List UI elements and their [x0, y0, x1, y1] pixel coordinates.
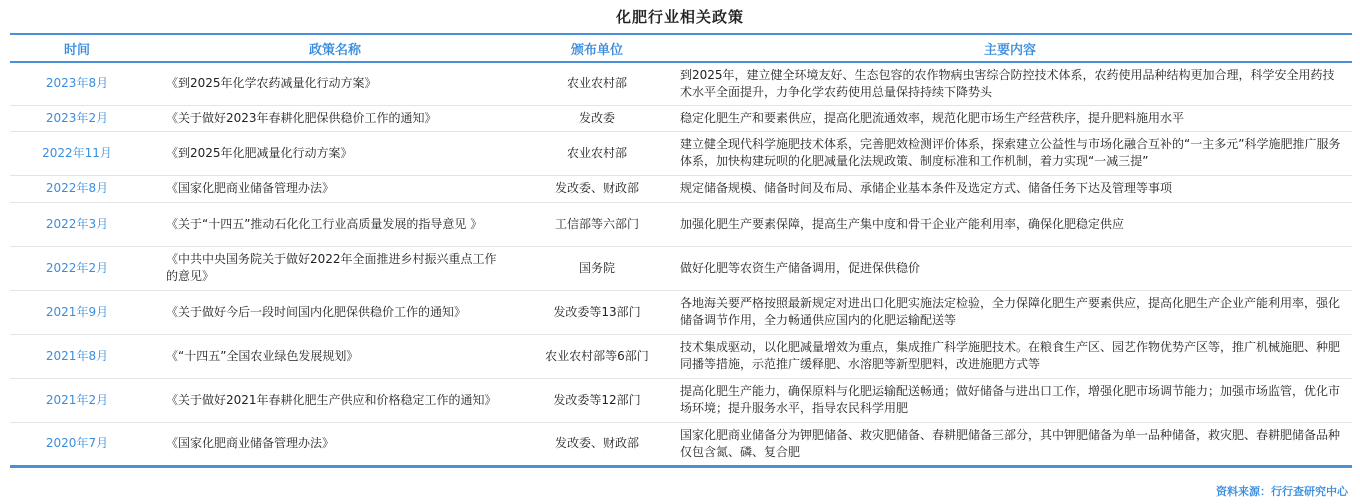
cell-issuing-unit: 发改委、财政部 — [526, 422, 668, 466]
cell-policy-name: 《关于做好2021年春耕化肥生产供应和价格稳定工作的通知》 — [144, 378, 526, 422]
cell-policy-name: 《“十四五”全国农业绿色发展规划》 — [144, 334, 526, 378]
cell-policy-name: 《中共中央国务院关于做好2022年全面推进乡村振兴重点工作的意见》 — [144, 246, 526, 290]
cell-issuing-unit: 工信部等六部门 — [526, 202, 668, 246]
cell-issuing-unit: 发改委、财政部 — [526, 175, 668, 202]
cell-main-content: 提高化肥生产能力，确保原料与化肥运输配送畅通；做好储备与进出口工作，增强化肥市场调节能力；加强市场监管，优化市场环境；提升服务水平，指导农民科学用肥 — [668, 378, 1352, 422]
cell-time: 2021年9月 — [10, 290, 144, 334]
cell-time: 2021年2月 — [10, 378, 144, 422]
cell-main-content: 各地海关要严格按照最新规定对进出口化肥实施法定检验，全力保障化肥生产要素供应，提高化肥生产企业产能利用率，强化储备调节作用，全力畅通供应国内的化肥运输配送等 — [668, 290, 1352, 334]
cell-main-content: 加强化肥生产要素保障，提高生产集中度和骨干企业产能利用率，确保化肥稳定供应 — [668, 202, 1352, 246]
cell-issuing-unit: 发改委 — [526, 105, 668, 131]
cell-time: 2022年8月 — [10, 175, 144, 202]
cell-main-content: 做好化肥等农资生产储备调用，促进保供稳价 — [668, 246, 1352, 290]
cell-policy-name: 《关于做好2023年春耕化肥保供稳价工作的通知》 — [144, 105, 526, 131]
table-header-row — [10, 34, 1352, 62]
table-row — [10, 131, 1352, 175]
cell-time: 2020年7月 — [10, 422, 144, 466]
table-row — [10, 290, 1352, 334]
cell-time: 2023年8月 — [10, 62, 144, 105]
cell-main-content: 技术集成驱动，以化肥减量增效为重点，集成推广科学施肥技术。在粮食生产区、园艺作物优势产区等，推广机械施肥、种肥同播等措施，示范推广缓释肥、水溶肥等新型肥料，改进施肥方式等 — [668, 334, 1352, 378]
table-row — [10, 334, 1352, 378]
cell-issuing-unit: 农业农村部 — [526, 62, 668, 105]
cell-policy-name: 《国家化肥商业储备管理办法》 — [144, 175, 526, 202]
source-note: 资料来源：行行查研究中心 — [1216, 485, 1348, 498]
cell-policy-name: 《关于“十四五”推动石化化工行业高质量发展的指导意见 》 — [144, 202, 526, 246]
policy-table — [10, 33, 1352, 468]
page-title: 化肥行业相关政策 — [615, 8, 744, 26]
cell-issuing-unit: 国务院 — [526, 246, 668, 290]
header-time: 时间 — [63, 42, 90, 58]
table-row — [10, 378, 1352, 422]
cell-main-content: 建立健全现代科学施肥技术体系，完善肥效检测评价体系，探索建立公益性与市场化融合互补的“一主多元”科学施肥推广服务体系，加快构建玩呗的化肥减量化法规政策、制度标准和工作机制，着力实现“一减三提” — [668, 131, 1352, 175]
cell-main-content: 到2025年，建立健全环境友好、生态包容的农作物病虫害综合防控技术体系，农药使用品种结构更加合理，科学安全用药技术水平全面提升，力争化学农药使用总量保持持续下降势头 — [668, 62, 1352, 105]
cell-time: 2022年3月 — [10, 202, 144, 246]
cell-policy-name: 《国家化肥商业储备管理办法》 — [144, 422, 526, 466]
policy-table-container — [10, 33, 1352, 468]
cell-main-content: 稳定化肥生产和要素供应，提高化肥流通效率，规范化肥市场生产经营秩序，提升肥料施用水平 — [668, 105, 1352, 131]
cell-time: 2022年2月 — [10, 246, 144, 290]
cell-policy-name: 《到2025年化学农药减量化行动方案》 — [144, 62, 526, 105]
cell-issuing-unit: 农业农村部 — [526, 131, 668, 175]
cell-policy-name: 《到2025年化肥减量化行动方案》 — [144, 131, 526, 175]
table-row — [10, 422, 1352, 466]
cell-main-content: 国家化肥商业储备分为钾肥储备、救灾肥储备、春耕肥储备三部分，其中钾肥储备为单一品种储备，救灾肥、春耕肥储备品种仅包含氮、磷、复合肥 — [668, 422, 1352, 466]
table-row — [10, 105, 1352, 131]
cell-main-content: 规定储备规模、储备时间及布局、承储企业基本条件及选定方式、储备任务下达及管理等事项 — [668, 175, 1352, 202]
table-row — [10, 62, 1352, 105]
table-row — [10, 246, 1352, 290]
cell-policy-name: 《关于做好今后一段时间国内化肥保供稳价工作的通知》 — [144, 290, 526, 334]
table-row — [10, 175, 1352, 202]
header-policy-name: 政策名称 — [308, 42, 361, 58]
cell-issuing-unit: 发改委等13部门 — [526, 290, 668, 334]
header-issuing-unit: 颁布单位 — [570, 42, 623, 58]
cell-issuing-unit: 农业农村部等6部门 — [526, 334, 668, 378]
cell-time: 2023年2月 — [10, 105, 144, 131]
cell-time: 2021年8月 — [10, 334, 144, 378]
cell-time: 2022年11月 — [10, 131, 144, 175]
cell-issuing-unit: 发改委等12部门 — [526, 378, 668, 422]
header-main-content: 主要内容 — [983, 42, 1036, 58]
table-row — [10, 202, 1352, 246]
